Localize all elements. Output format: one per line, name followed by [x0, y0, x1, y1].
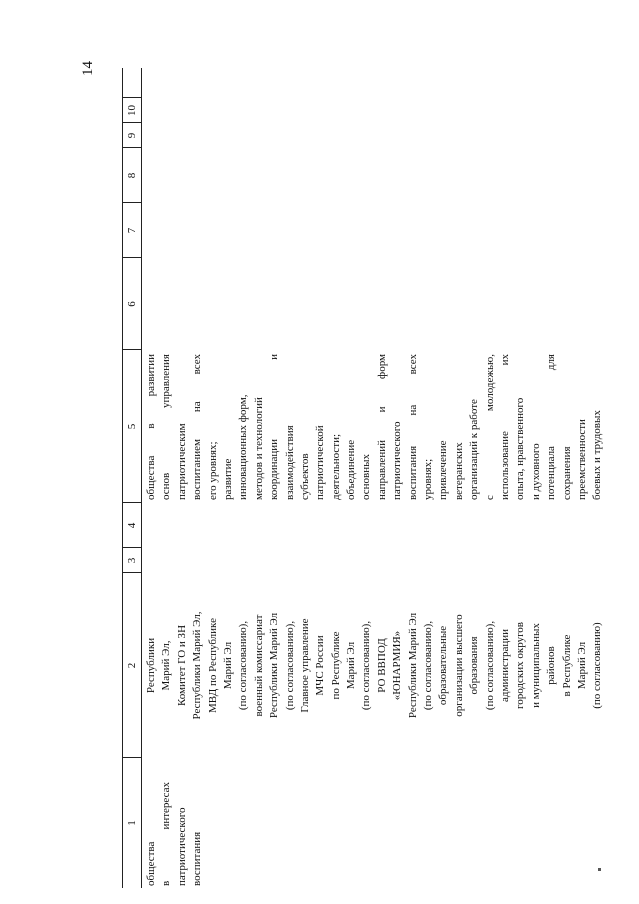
- text-line: [190, 354, 205, 500]
- word: и духовного: [529, 443, 542, 500]
- word: общества: [145, 455, 157, 500]
- text-line: [206, 354, 221, 500]
- word: основ: [160, 472, 173, 500]
- word: опыта, нравственного: [514, 397, 527, 500]
- text-line: Комитет ГО и ЗН: [175, 624, 188, 707]
- word: потенциала: [545, 446, 558, 500]
- text-line: [452, 354, 467, 500]
- text-line: Республики: [145, 637, 157, 694]
- text-line: [529, 354, 544, 500]
- col-2-text: [144, 575, 606, 756]
- col-1-text: [144, 782, 206, 886]
- text-line: (по согласованию),: [483, 620, 496, 711]
- text-line: МВД по Республике: [206, 618, 219, 713]
- text-line: [175, 782, 190, 886]
- header-col-9: 9: [126, 132, 138, 139]
- text-line: городских округов: [514, 622, 527, 710]
- word: патриотического: [175, 807, 188, 886]
- text-line: Республики Марий Эл: [268, 612, 281, 719]
- word: патриотическим: [175, 423, 188, 500]
- word: деятельности;: [329, 433, 342, 500]
- text-line: МЧС России: [314, 635, 327, 696]
- header-col-7: 7: [126, 227, 138, 234]
- text-line: (по согласованию),: [283, 620, 296, 711]
- word: патриотического: [391, 421, 404, 500]
- word: на: [406, 404, 419, 416]
- word: на: [191, 401, 204, 413]
- text-line: в Республике: [560, 634, 573, 697]
- text-line: [159, 354, 174, 500]
- word: в: [145, 423, 157, 429]
- word: инновационных форм,: [237, 394, 250, 500]
- text-line: (по согласованию),: [360, 620, 373, 711]
- header-col-8: 8: [126, 172, 138, 179]
- word: объединение: [345, 439, 358, 500]
- word: и: [268, 354, 281, 360]
- word: интересах: [160, 782, 173, 830]
- text-line: Республики Марий Эл,: [191, 611, 204, 720]
- text-line: (по согласованию),: [237, 620, 250, 711]
- word: и: [375, 406, 388, 413]
- text-line: [575, 354, 590, 500]
- text-line: [498, 354, 513, 500]
- word: развитие: [221, 458, 234, 500]
- word: ветеранских: [452, 442, 465, 500]
- text-line: [298, 354, 313, 500]
- text-line: [406, 354, 421, 500]
- table-top-border: [122, 68, 123, 888]
- page-number: 14: [80, 61, 96, 76]
- header-col-5: 5: [126, 423, 138, 430]
- scan-speck: [598, 868, 601, 871]
- text-line: образования: [468, 636, 481, 695]
- text-line: [390, 354, 405, 500]
- word: координации: [268, 438, 281, 500]
- text-line: [421, 354, 436, 500]
- text-line: (по согласованию): [591, 622, 604, 709]
- text-line: администрации: [498, 629, 511, 702]
- word: молодежью,: [483, 354, 496, 412]
- word: воспитанием: [191, 439, 204, 500]
- header-col-1: 1: [126, 820, 138, 826]
- text-line: РО ВВПОД: [375, 638, 388, 693]
- header-col-3: 3: [126, 557, 138, 564]
- word: управления: [160, 354, 173, 409]
- word: использование: [498, 431, 511, 500]
- text-line: [236, 354, 251, 500]
- word: уровнях;: [422, 458, 435, 500]
- word: форм: [375, 354, 388, 379]
- text-line: [436, 354, 451, 500]
- text-line: Марий Эл: [345, 641, 358, 690]
- text-line: Республики Марий Эл: [406, 612, 419, 719]
- text-line: [375, 354, 390, 500]
- text-line: [221, 354, 236, 500]
- text-line: [513, 354, 528, 500]
- word: в: [160, 880, 173, 886]
- word: его уровнях;: [206, 441, 219, 500]
- text-line: [190, 782, 205, 886]
- word: направлений: [375, 440, 388, 500]
- col-5-text: [144, 354, 606, 500]
- text-line: [544, 354, 559, 500]
- text-line: [267, 354, 282, 500]
- word: методов и технологий: [252, 397, 265, 500]
- word: организаций к работе: [468, 399, 481, 500]
- text-line: (по согласованию),: [422, 620, 435, 711]
- word: субъектов: [298, 453, 311, 500]
- word: их: [498, 354, 511, 366]
- text-line: [359, 354, 374, 500]
- text-line: [483, 354, 498, 500]
- word: развитии: [145, 354, 157, 397]
- text-line: [159, 782, 174, 886]
- text-line: [175, 354, 190, 500]
- text-line: Марий Эл,: [160, 640, 173, 691]
- text-line: «ЮНАРМИЯ»: [391, 630, 404, 701]
- text-line: [252, 354, 267, 500]
- text-line: [313, 354, 328, 500]
- word: общества: [145, 841, 157, 886]
- text-line: Главное управление: [298, 618, 311, 713]
- text-line: организации высшего: [452, 614, 465, 717]
- text-line: [329, 354, 344, 500]
- header-col-4: 4: [126, 522, 138, 529]
- text-line: [590, 354, 605, 500]
- text-line: районов: [545, 646, 558, 685]
- word: воспитания: [191, 831, 204, 886]
- header-col-6: 6: [126, 301, 138, 307]
- text-line: Марий Эл: [575, 641, 588, 690]
- word: взаимодействия: [283, 425, 296, 500]
- text-line: [144, 782, 159, 886]
- text-line: [344, 354, 359, 500]
- text-line: [283, 354, 298, 500]
- word: для: [545, 354, 558, 371]
- text-line: военный комиссариат: [252, 614, 265, 717]
- word: патриотической: [314, 425, 327, 500]
- word: воспитания: [406, 445, 419, 500]
- text-line: образовательные: [437, 625, 450, 706]
- word: боевых и трудовых: [591, 410, 604, 500]
- text-line: по Республике: [329, 631, 342, 700]
- word: привлечение: [437, 440, 450, 500]
- text-line: и муниципальных: [529, 623, 542, 708]
- text-line: [467, 354, 482, 500]
- header-col-2: 2: [126, 662, 138, 669]
- word: основных: [360, 453, 373, 500]
- word: всех: [406, 354, 419, 375]
- word: всех: [191, 354, 204, 375]
- word: с: [483, 495, 496, 500]
- text-line: [144, 354, 159, 500]
- text-line: Марий Эл: [221, 641, 234, 690]
- header-col-10: 10: [126, 105, 138, 116]
- word: преемственности: [575, 419, 588, 500]
- text-line: [560, 354, 575, 500]
- word: сохранения: [560, 446, 573, 500]
- header-underline: [141, 68, 142, 888]
